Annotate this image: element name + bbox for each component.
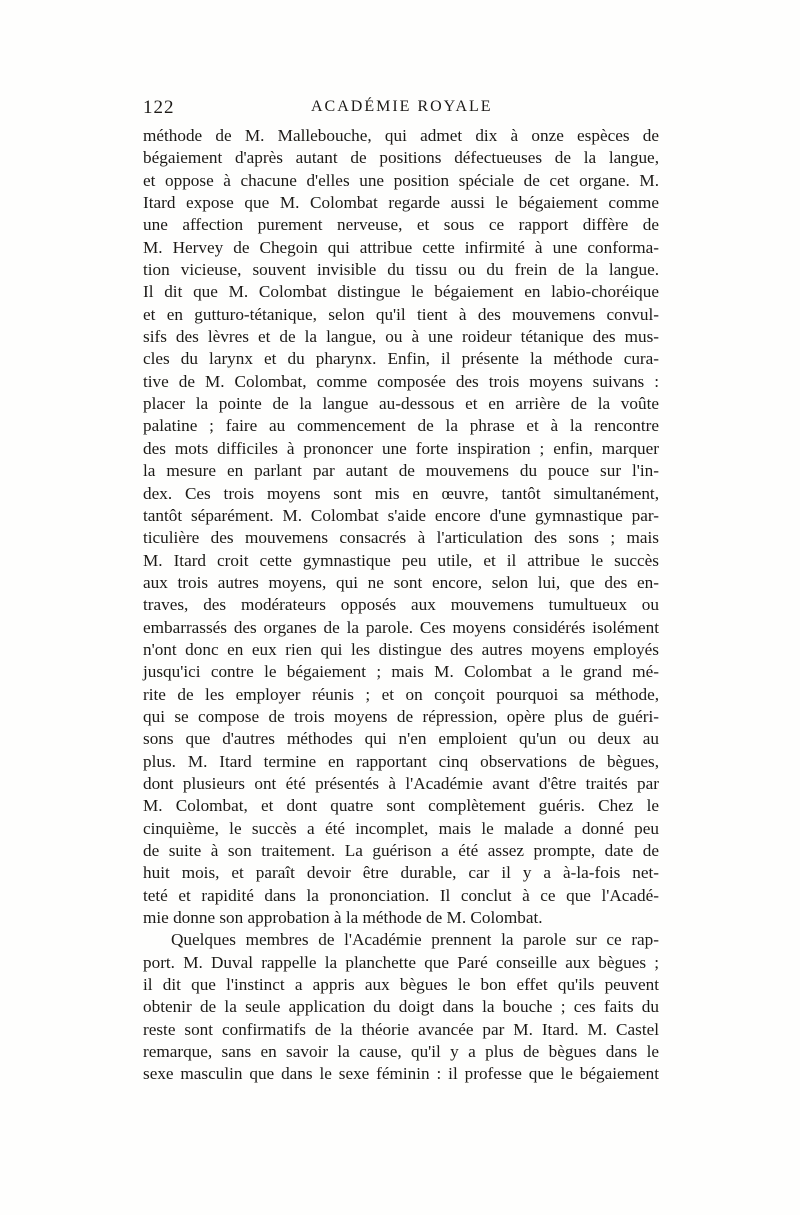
page-number: 122	[143, 97, 175, 118]
text-line: port. M. Duval rappelle la planchette que Paré conseille aux bègues ;	[143, 952, 659, 972]
running-head: ACADÉMIE ROYALE	[311, 98, 493, 115]
text-line: sons que d'autres méthodes qui n'en emploient qu'un ou deux au	[143, 729, 659, 749]
text-line: palatine ; faire au commencement de la phrase et à la rencontre	[143, 416, 659, 436]
text-line: traves, des modérateurs opposés aux mouvemens tumultueux ou	[143, 595, 659, 615]
text-line: ticulière des mouvemens consacrés à l'articulation des sons ; mais	[143, 528, 659, 548]
text-line: de suite à son traitement. La guérison a été assez prompte, date de	[143, 841, 659, 860]
text-line: obtenir de la seule application du doigt dans la bouche ; ces faits du	[143, 997, 659, 1017]
text-line: rite de les employer réunis ; et on conçoit pourquoi sa méthode,	[143, 684, 659, 704]
text-line: M. Itard croit cette gymnastique peu utile, et il attribue le succès	[143, 550, 659, 570]
text-line: des mots difficiles à prononcer une forte inspiration ; enfin, marquer	[143, 438, 659, 458]
text-line: mie donne son approbation à la méthode de M. Colombat.	[143, 908, 543, 928]
text-line: teté et rapidité dans la prononciation. Il conclut à ce que l'Acadé-	[143, 885, 659, 905]
text-line: sifs des lèvres et de la langue, ou à une roideur tétanique des mus-	[143, 327, 659, 347]
text-line: plus. M. Itard termine en rapportant cinq observations de bègues,	[143, 751, 659, 771]
text-line: cles du larynx et du pharynx. Enfin, il présente la méthode cura-	[143, 349, 659, 369]
text-line: dex. Ces trois moyens sont mis en œuvre, tantôt simultanément,	[143, 483, 659, 503]
text-line: tion vicieuse, souvent invisible du tissu ou du frein de la langue.	[143, 260, 659, 280]
text-line: M. Hervey de Chegoin qui attribue cette infirmité à une conforma-	[143, 237, 659, 257]
text-line: M. Colombat, et dont quatre sont complètement guéris. Chez le	[143, 796, 659, 816]
text-line: et oppose à chacune d'elles une position spéciale de cet organe. M.	[143, 170, 659, 190]
text-line: tive de M. Colombat, comme composée des trois moyens suivans :	[143, 371, 659, 391]
text-line: Quelques membres de l'Académie prennent la parole sur ce rap-	[171, 930, 659, 950]
text-line: placer la pointe de la langue au-dessous et en arrière de la voûte	[143, 394, 659, 414]
text-line: embarrassés des organes de la parole. Ces moyens considérés isolément	[143, 617, 659, 637]
body-text	[143, 125, 659, 1086]
text-line: aux trois autres moyens, qui ne sont encore, selon lui, que des en-	[143, 572, 659, 592]
text-line: il dit que l'instinct a appris aux bègues le bon effet qu'ils peuvent	[143, 975, 659, 995]
text-line: qui se compose de trois moyens de répression, opère plus de guéri-	[143, 706, 659, 726]
text-line: jusqu'ici contre le bégaiement ; mais M. Colombat a le grand mé-	[143, 662, 659, 682]
page-header	[143, 97, 659, 127]
text-line: et en gutturo-tétanique, selon qu'il tient à des mouvemens convul-	[143, 304, 659, 324]
text-line: Itard expose que M. Colombat regarde aussi le bégaiement comme	[143, 193, 659, 213]
text-line: Il dit que M. Colombat distingue le bégaiement en labio-choréique	[143, 282, 659, 302]
text-line: bégaiement d'après autant de positions défectueuses de la langue,	[143, 148, 659, 168]
text-line: cinquième, le succès a été incomplet, mais le malade a donné peu	[143, 818, 659, 838]
text-line: reste sont confirmatifs de la théorie avancée par M. Itard. M. Castel	[143, 1019, 659, 1039]
text-line: sexe masculin que dans le sexe féminin : il professe que le bégaiement	[143, 1064, 659, 1084]
text-line: tantôt séparément. M. Colombat s'aide encore d'une gymnastique par-	[143, 505, 659, 525]
text-line: méthode de M. Mallebouche, qui admet dix à onze espèces de	[143, 126, 659, 145]
text-line: dont plusieurs ont été présentés à l'Académie avant d'être traités par	[143, 773, 659, 793]
text-line: la mesure en parlant par autant de mouvemens du pouce sur l'in-	[143, 461, 659, 481]
text-line: huit mois, et paraît devoir être durable, car il y a à-la-fois net-	[143, 863, 659, 883]
text-line: n'ont donc en eux rien qui les distingue des autres moyens employés	[143, 639, 659, 659]
text-line: une affection purement nerveuse, et sous ce rapport diffère de	[143, 215, 659, 235]
text-line: remarque, sans en savoir la cause, qu'il y a plus de bègues dans le	[143, 1042, 659, 1062]
